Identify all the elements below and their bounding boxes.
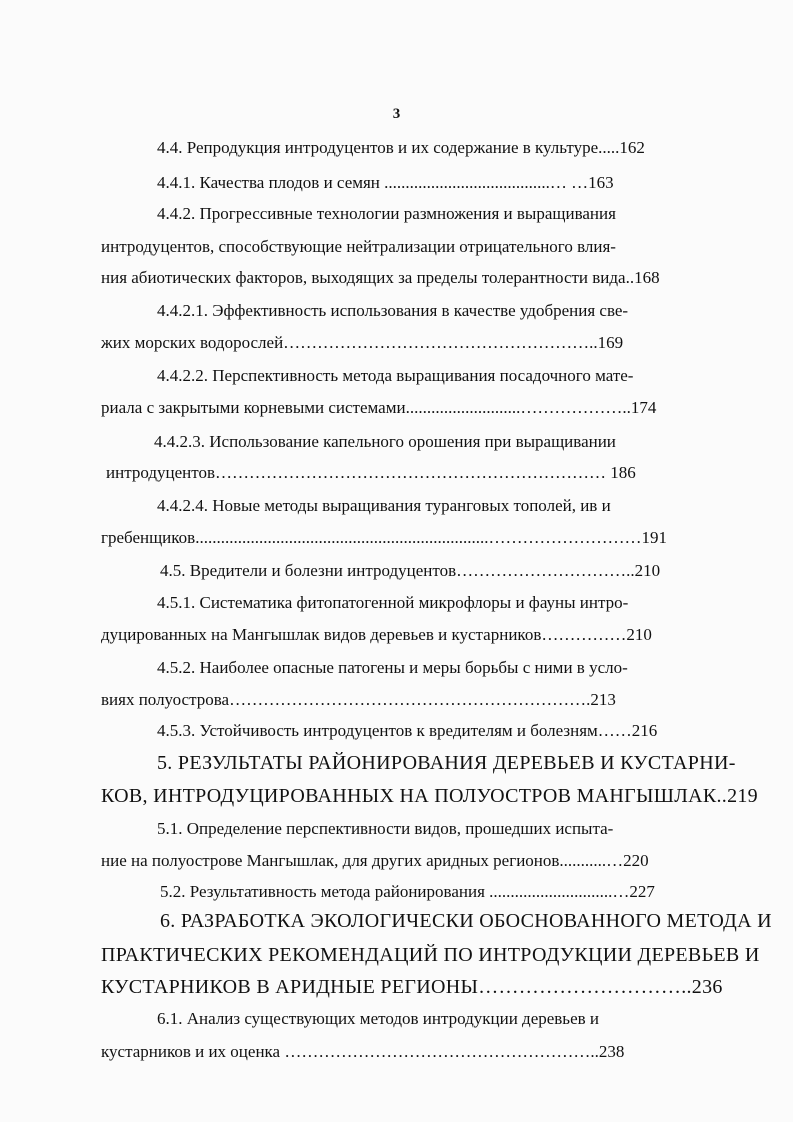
toc-chapter-5-line1: 5. РЕЗУЛЬТАТЫ РАЙОНИРОВАНИЯ ДЕРЕВЬЕВ И КУСТАРНИ- bbox=[157, 752, 736, 774]
toc-entry-4-5-2-line1: 4.5.2. Наиболее опасные патогены и меры борьбы с ними в усло- bbox=[157, 658, 628, 677]
toc-chapter-6-line3: КУСТАРНИКОВ В АРИДНЫЕ РЕГИОНЫ…………………………..236 bbox=[101, 976, 723, 998]
toc-entry-4-4-1: 4.4.1. Качества плодов и семян .......................................… …163 bbox=[157, 173, 614, 192]
toc-entry-4-4-2-1-line2: жих морских водорослей………………………………………………..169 bbox=[101, 333, 624, 352]
toc-entry-4-5-2-line2: виях полуострова……………………………………………………….213 bbox=[101, 690, 616, 709]
toc-entry-4-4-2-4-line2: гребенщиков.....................................................................………………………191 bbox=[101, 528, 667, 547]
toc-chapter-6-line1: 6. РАЗРАБОТКА ЭКОЛОГИЧЕСКИ ОБОСНОВАННОГО МЕТОДА И bbox=[160, 910, 772, 932]
toc-entry-4-4-2-4-line1: 4.4.2.4. Новые методы выращивания туранговых тополей, ив и bbox=[157, 496, 611, 515]
toc-entry-5-1-line2: ние на полуострове Мангышлак, для других аридных регионов...........…220 bbox=[101, 851, 649, 870]
toc-entry-4-5-1-line2: дуцированных на Мангышлак видов деревьев и кустарников……………210 bbox=[101, 625, 652, 644]
toc-entry-4-5-1-line1: 4.5.1. Систематика фитопатогенной микрофлоры и фауны интро- bbox=[157, 593, 629, 612]
toc-entry-5-1-line1: 5.1. Определение перспективности видов, прошедших испыта- bbox=[157, 819, 614, 838]
toc-chapter-6-line2: ПРАКТИЧЕСКИХ РЕКОМЕНДАЦИЙ ПО ИНТРОДУКЦИИ ДЕРЕВЬЕВ И bbox=[101, 944, 760, 966]
toc-entry-4-4: 4.4. Репродукция интродуцентов и их содержание в культуре.....162 bbox=[157, 138, 645, 157]
toc-entry-4-5-3: 4.5.3. Устойчивость интродуцентов к вредителям и болезням……216 bbox=[157, 721, 658, 740]
toc-entry-6-1-line2: кустарников и их оценка ………………………………………………..238 bbox=[101, 1042, 625, 1061]
toc-entry-4-4-2-3-line1: 4.4.2.3. Использование капельного орошения при выращивании bbox=[154, 432, 616, 451]
toc-entry-5-2: 5.2. Результативность метода районирования .............................…227 bbox=[160, 882, 655, 901]
toc-entry-4-4-2-line3: ния абиотических факторов, выходящих за пределы толерантности вида..168 bbox=[101, 268, 660, 287]
toc-entry-4-4-2-3-line2: интродуцентов…………………………………………………………… 186 bbox=[106, 463, 636, 482]
toc-entry-6-1-line1: 6.1. Анализ существующих методов интродукции деревьев и bbox=[157, 1009, 599, 1028]
toc-entry-4-4-2-line2: интродуцентов, способствующие нейтрализации отрицательного влия- bbox=[101, 237, 616, 256]
page-number: 3 bbox=[392, 106, 401, 122]
toc-entry-4-4-2-2-line2: риала с закрытыми корневыми системами...........................………………..174 bbox=[101, 398, 657, 417]
toc-entry-4-4-2-2-line1: 4.4.2.2. Перспективность метода выращивания посадочного мате- bbox=[157, 366, 634, 385]
toc-entry-4-4-2-1-line1: 4.4.2.1. Эффективность использования в качестве удобрения све- bbox=[157, 301, 629, 320]
toc-entry-4-5: 4.5. Вредители и болезни интродуцентов…………………………..210 bbox=[160, 561, 661, 580]
toc-entry-4-4-2-line1: 4.4.2. Прогрессивные технологии размножения и выращивания bbox=[157, 204, 616, 223]
toc-chapter-5-line2: КОВ, ИНТРОДУЦИРОВАННЫХ НА ПОЛУОСТРОВ МАНГЫШЛАК..219 bbox=[101, 785, 758, 807]
